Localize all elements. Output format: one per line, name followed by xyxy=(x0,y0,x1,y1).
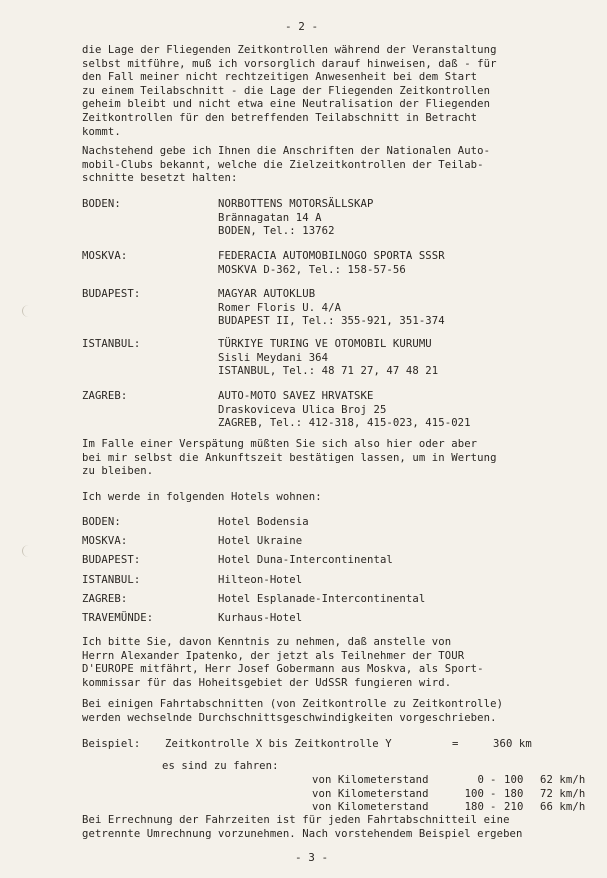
paragraph-line: schnitte besetzt halten: xyxy=(82,172,238,185)
example-text: Zeitkontrolle X bis Zeitkontrolle Y xyxy=(165,738,392,750)
speed-row-speed: 62 km/h xyxy=(540,774,586,786)
speed-row-text: von Kilometerstand xyxy=(312,774,429,786)
club-city-label: BODEN: xyxy=(82,198,121,210)
paragraph-line: Bei Errechnung der Fahrzeiten ist für jeden Fahrtabschnitteil eine xyxy=(82,814,510,826)
club-address-line: NORBOTTENS MOTORSÄLLSKAP xyxy=(218,198,374,210)
paragraph-line: mobil-Clubs bekannt, welche die Zielzeitkontrollen der Teilab- xyxy=(82,158,484,171)
page-number-top: - 2 - xyxy=(285,20,319,33)
hotel-name: Hotel Duna-Intercontinental xyxy=(218,554,393,567)
hotel-city-label: BODEN: xyxy=(82,516,121,528)
paragraph-line: getrennte Umrechnung vorzunehmen. Nach vorstehendem Beispiel ergeben xyxy=(82,827,523,840)
example-equals: = xyxy=(452,738,459,750)
example-intro: es sind zu fahren: xyxy=(162,760,279,772)
example-label: Beispiel: xyxy=(82,738,141,750)
paragraph-line: den Fall meiner nicht rechtzeitigen Anwesenheit bei dem Start xyxy=(82,71,478,84)
club-city-label: ZAGREB: xyxy=(82,390,128,402)
paragraph-line: bei mir selbst die Ankunftszeit bestätigen lassen, um in Wertung xyxy=(82,451,497,464)
club-address-line: Romer Floris U. 4/A xyxy=(218,301,342,314)
club-address-line: AUTO-MOTO SAVEZ HRVATSKE xyxy=(218,390,374,402)
club-address-line: BODEN, Tel.: 13762 xyxy=(218,225,335,238)
club-city-label: MOSKVA: xyxy=(82,250,128,262)
club-address-line: MAGYAR AUTOKLUB xyxy=(218,288,316,300)
punch-hole-mark xyxy=(22,305,35,317)
club-address-line: FEDERACIA AUTOMOBILNOGO SPORTA SSSR xyxy=(218,250,445,262)
club-address-line: BUDAPEST II, Tel.: 355-921, 351-374 xyxy=(218,315,445,328)
club-address-line: Sisli Meydani 364 xyxy=(218,351,329,364)
speed-row-from: 0 xyxy=(477,774,484,786)
hotel-city-label: ISTANBUL: xyxy=(82,573,141,586)
hotels-intro: Ich werde in folgenden Hotels wohnen: xyxy=(82,491,322,503)
hotel-name: Kurhaus-Hotel xyxy=(218,612,303,624)
hotel-city-label: ZAGREB: xyxy=(82,592,128,605)
paragraph-line: Nachstehend gebe ich Ihnen die Anschriften der Nationalen Auto- xyxy=(82,145,491,157)
club-city-label: ISTANBUL: xyxy=(82,338,141,350)
speed-row-dash: - xyxy=(490,774,497,786)
paragraph-line: kommt. xyxy=(82,125,121,138)
speed-row-to: 180 xyxy=(504,787,524,800)
speed-row-speed: 72 km/h xyxy=(540,787,586,800)
paragraph-line: zu bleiben. xyxy=(82,465,154,478)
hotel-name: Hilteon-Hotel xyxy=(218,573,303,586)
paragraph-line: die Lage der Fliegenden Zeitkontrollen während der Veranstaltung xyxy=(82,44,497,56)
paragraph-line: D'EUROPE mitfährt, Herr Josef Gobermann aus Moskva, als Sport- xyxy=(82,663,484,676)
paragraph-line: werden wechselnde Durchschnittsgeschwindigkeiten vorgeschrieben. xyxy=(82,711,497,724)
club-address-line: TÜRKIYE TURING VE OTOMOBIL KURUMU xyxy=(218,338,432,350)
paragraph-line: Herrn Alexander Ipatenko, der jetzt als Teilnehmer der TOUR xyxy=(82,649,465,662)
club-city-label: BUDAPEST: xyxy=(82,288,141,300)
speed-row-to: 100 xyxy=(504,774,524,786)
club-address-line: ISTANBUL, Tel.: 48 71 27, 47 48 21 xyxy=(218,365,439,378)
speed-row-from: 180 xyxy=(464,801,484,814)
speed-row-dash: - xyxy=(490,801,497,814)
club-address-line: Draskoviceva Ulica Broj 25 xyxy=(218,403,387,416)
paragraph-line: Bei einigen Fahrtabschnitten (von Zeitkontrolle zu Zeitkontrolle) xyxy=(82,698,504,710)
punch-hole-mark xyxy=(22,545,35,557)
hotel-name: Hotel Bodensia xyxy=(218,516,309,528)
hotel-city-label: TRAVEMÜNDE: xyxy=(82,612,154,624)
speed-row-text: von Kilometerstand xyxy=(312,801,429,814)
example-distance: 360 km xyxy=(493,738,532,750)
speed-row-to: 210 xyxy=(504,801,524,814)
speed-row-from: 100 xyxy=(464,787,484,800)
paragraph-line: Im Falle einer Verspätung müßten Sie sich also hier oder aber xyxy=(82,438,478,450)
speed-row-dash: - xyxy=(490,787,497,800)
hotel-name: Hotel Esplanade-Intercontinental xyxy=(218,592,426,605)
club-address-line: ZAGREB, Tel.: 412-318, 415-023, 415-021 xyxy=(218,417,471,430)
speed-row-speed: 66 km/h xyxy=(540,801,586,814)
paragraph-line: selbst mitführe, muß ich vorsorglich darauf hinweisen, daß - für xyxy=(82,57,497,70)
hotel-city-label: BUDAPEST: xyxy=(82,554,141,567)
hotel-name: Hotel Ukraine xyxy=(218,535,303,548)
paragraph-line: kommissar für das Hoheitsgebiet der UdSSR fungieren wird. xyxy=(82,676,452,689)
paragraph-line: Zeitkontrollen für den betreffenden Teilabschnitt in Betracht xyxy=(82,112,478,124)
paragraph-line: zu einem Teilabschnitt - die Lage der Fliegenden Zeitkontrollen xyxy=(82,84,491,97)
speed-row-text: von Kilometerstand xyxy=(312,787,429,800)
hotel-city-label: MOSKVA: xyxy=(82,535,128,548)
page-number-bottom: - 3 - xyxy=(295,851,329,864)
paragraph-line: Ich bitte Sie, davon Kenntnis zu nehmen, daß anstelle von xyxy=(82,636,452,648)
club-address-line: Brännagatan 14 A xyxy=(218,211,322,224)
club-address-line: MOSKVA D-362, Tel.: 158-57-56 xyxy=(218,263,406,276)
paragraph-line: geheim bleibt und nicht etwa eine Neutralisation der Fliegenden xyxy=(82,98,491,111)
